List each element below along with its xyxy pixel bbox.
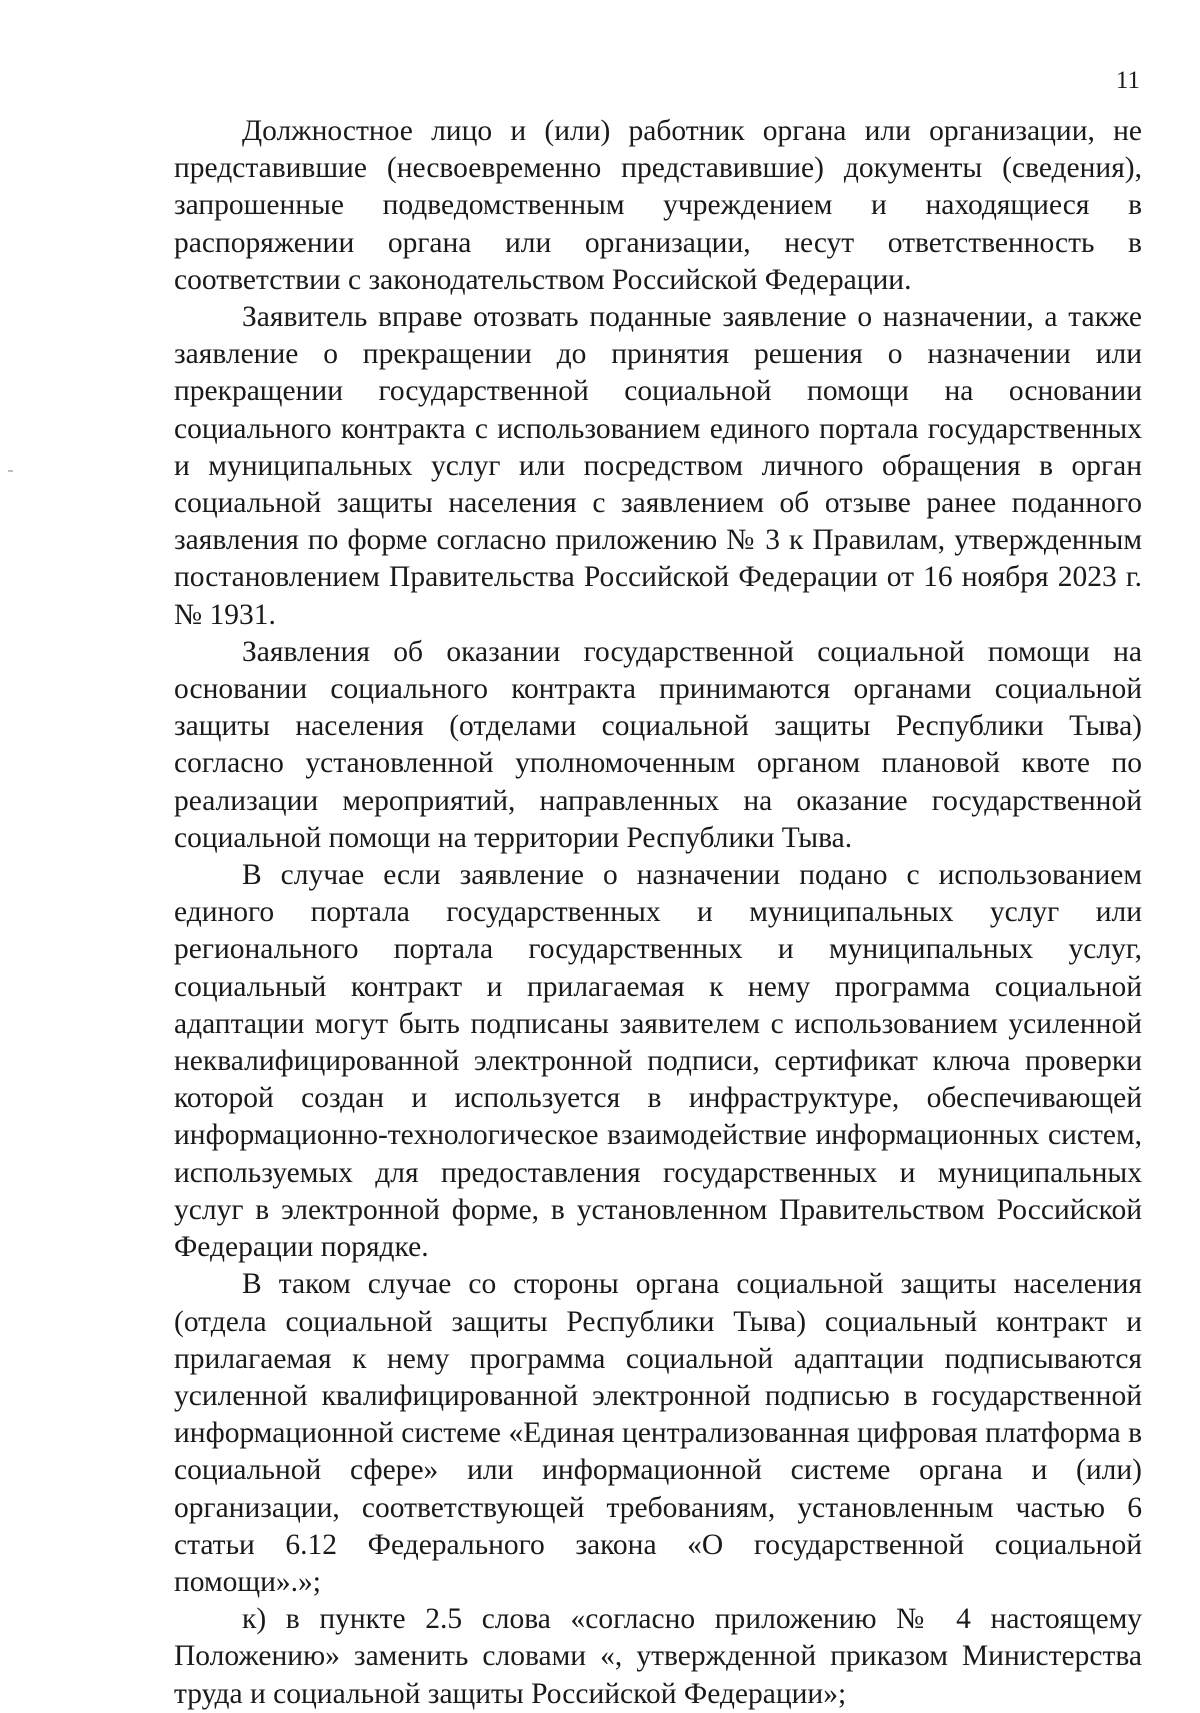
paragraph-applications-quota: Заявления об оказании государственной социальной помощи на основании социального контракта принимаются органами социальной защиты населения (отделами социальной защиты Республики Тыва) согласно установленной уполномоченным органом плановой квоте по реализации мероприятий, направленных на оказание государственной социальной помощи на территории Республики Тыва.: [174, 635, 1142, 854]
paragraph-amendment-item-k: к) в пункте 2.5 слова «согласно приложению № 4 настоящему Положению» заменить словами «, утвержденной приказом Министерства труда и социальной защиты Российской Федерации»;: [174, 1603, 1142, 1710]
page-number: 11: [1115, 67, 1140, 94]
paragraph-official-liability: Должностное лицо и (или) работник органа или организации, не представившие (несвоевременно представившие) документы (сведения), запрошенные подведомственным учреждением и находящиеся в распоряжении органа или организации, несут ответственность в соответствии с законодательством Российской Федерации.: [174, 115, 1142, 296]
paragraph-electronic-signature-applicant: В случае если заявление о назначении подано с использованием единого портала государственных и муниципальных услуг или регионального портала государственных и муниципальных услуг, социальный контракт и прилагаемая к нему программа социальной адаптации могут быть подписаны заявителем с использованием усиленной неквалифицированной электронной подписи, сертификат ключа проверки которой создан и используется в инфраструктуре, обеспечивающей информационно-технологическое взаимодействие информационных систем, используемых для предоставления государственных и муниципальных услуг в электронной форме, в установленном Правительством Российской Федерации порядке.: [174, 859, 1142, 1264]
paragraph-electronic-signature-authority: В таком случае со стороны органа социальной защиты населения (отдела социальной защиты Республики Тыва) социальный контракт и прилагаемая к нему программа социальной адаптации подписываются усиленной квалифицированной электронной подписью в государственной информационной системе «Единая централизованная цифровая платформа в социальной сфере» или информационной системе органа и (или) организации, соответствующей требованиям, установленным частью 6 статьи 6.12 Федерального закона «О государственной социальной помощи».»;: [174, 1268, 1142, 1598]
scan-margin-mark: [8, 470, 13, 472]
paragraph-application-withdrawal: Заявитель вправе отозвать поданные заявление о назначении, а также заявление о прекращении до принятия решения о назначении или прекращении государственной социальной помощи на основании социального контракта с использованием единого портала государственных и муниципальных услуг или посредством личного обращения в орган социальной защиты населения с заявлением об отзыве ранее поданного заявления по форме согласно приложению № 3 к Правилам, утвержденным постановлением Правительства Российской Федерации от 16 ноября 2023 г. № 1931.: [174, 301, 1142, 631]
document-body: [174, 113, 1142, 1713]
